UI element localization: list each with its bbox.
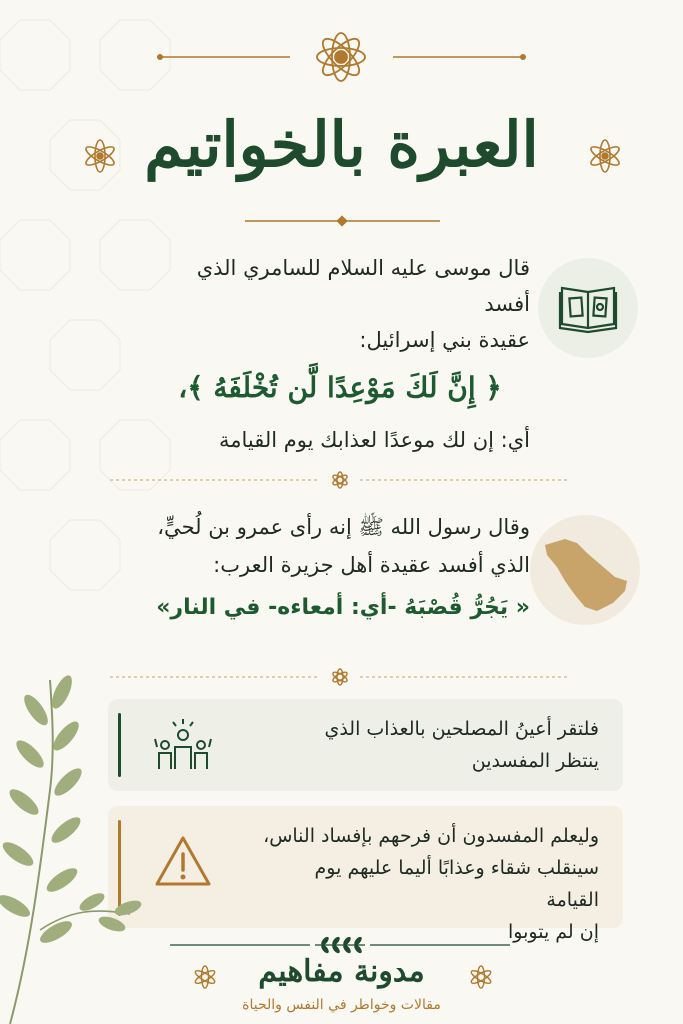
section-divider-2 bbox=[110, 667, 570, 687]
right-flower-ornament-icon bbox=[585, 132, 625, 180]
section-quran bbox=[150, 250, 530, 458]
card2-line3: إن لم يتوبوا bbox=[508, 921, 599, 943]
book-icon-circle bbox=[538, 258, 638, 358]
blog-tagline: مقالات وخواطر في النفس والحياة bbox=[242, 997, 441, 1013]
section1-line2: عقيدة بني إسرائيل: bbox=[359, 328, 530, 352]
card1-line2: ينتظر المفسدين bbox=[471, 750, 599, 772]
section2-line2: الذي أفسد عقيدة أهل جزيرة العرب: bbox=[213, 553, 530, 577]
page-title: العبرة بالخواتيم bbox=[144, 108, 539, 181]
open-book-icon bbox=[556, 278, 620, 338]
warning-triangle-icon bbox=[153, 834, 213, 890]
blog-name: مدونة مفاهيم bbox=[258, 954, 425, 989]
card1-line1: فلتقر أعينُ المصلحين بالعذاب الذي bbox=[324, 718, 599, 740]
section2-line1: وقال رسول الله ﷺ إنه رأى عمرو بن لُحيٍّ، bbox=[157, 515, 530, 539]
section-hadith bbox=[110, 508, 530, 628]
card2-line2: سينقلب شقاء وعذابًا أليما عليهم يوم القيامة bbox=[314, 857, 599, 911]
reformers-card-text bbox=[259, 713, 599, 777]
section1-explanation: أي: إن لك موعدًا لعذابك يوم القيامة bbox=[219, 428, 530, 452]
corrupters-card-text bbox=[259, 820, 599, 948]
title-underline bbox=[245, 215, 440, 227]
section-divider bbox=[110, 470, 570, 490]
card2-line1: وليعلم المفسدون أن فرحهم بإفساد الناس، bbox=[263, 825, 599, 847]
footer-leaf-ornament bbox=[170, 936, 510, 954]
top-flower-ornament-icon bbox=[0, 22, 683, 92]
quran-verse: ﴿ إِنَّ لَكَ مَوْعِدًا لَّن تُخْلَفَهُ ﴾، bbox=[178, 371, 502, 404]
map-icon-circle bbox=[530, 515, 640, 625]
footer-right-flower-icon bbox=[466, 962, 496, 992]
hadith-quote: « يَجُرُّ قُصْبَهُ -أي: أمعاءه- في النار» bbox=[156, 595, 530, 620]
reformers-card bbox=[108, 699, 623, 791]
arabian-peninsula-map-icon bbox=[535, 525, 635, 615]
people-celebrating-icon bbox=[153, 717, 213, 773]
section1-line1: قال موسى عليه السلام للسامري الذي أفسد bbox=[196, 256, 530, 316]
corrupters-card bbox=[108, 806, 623, 943]
